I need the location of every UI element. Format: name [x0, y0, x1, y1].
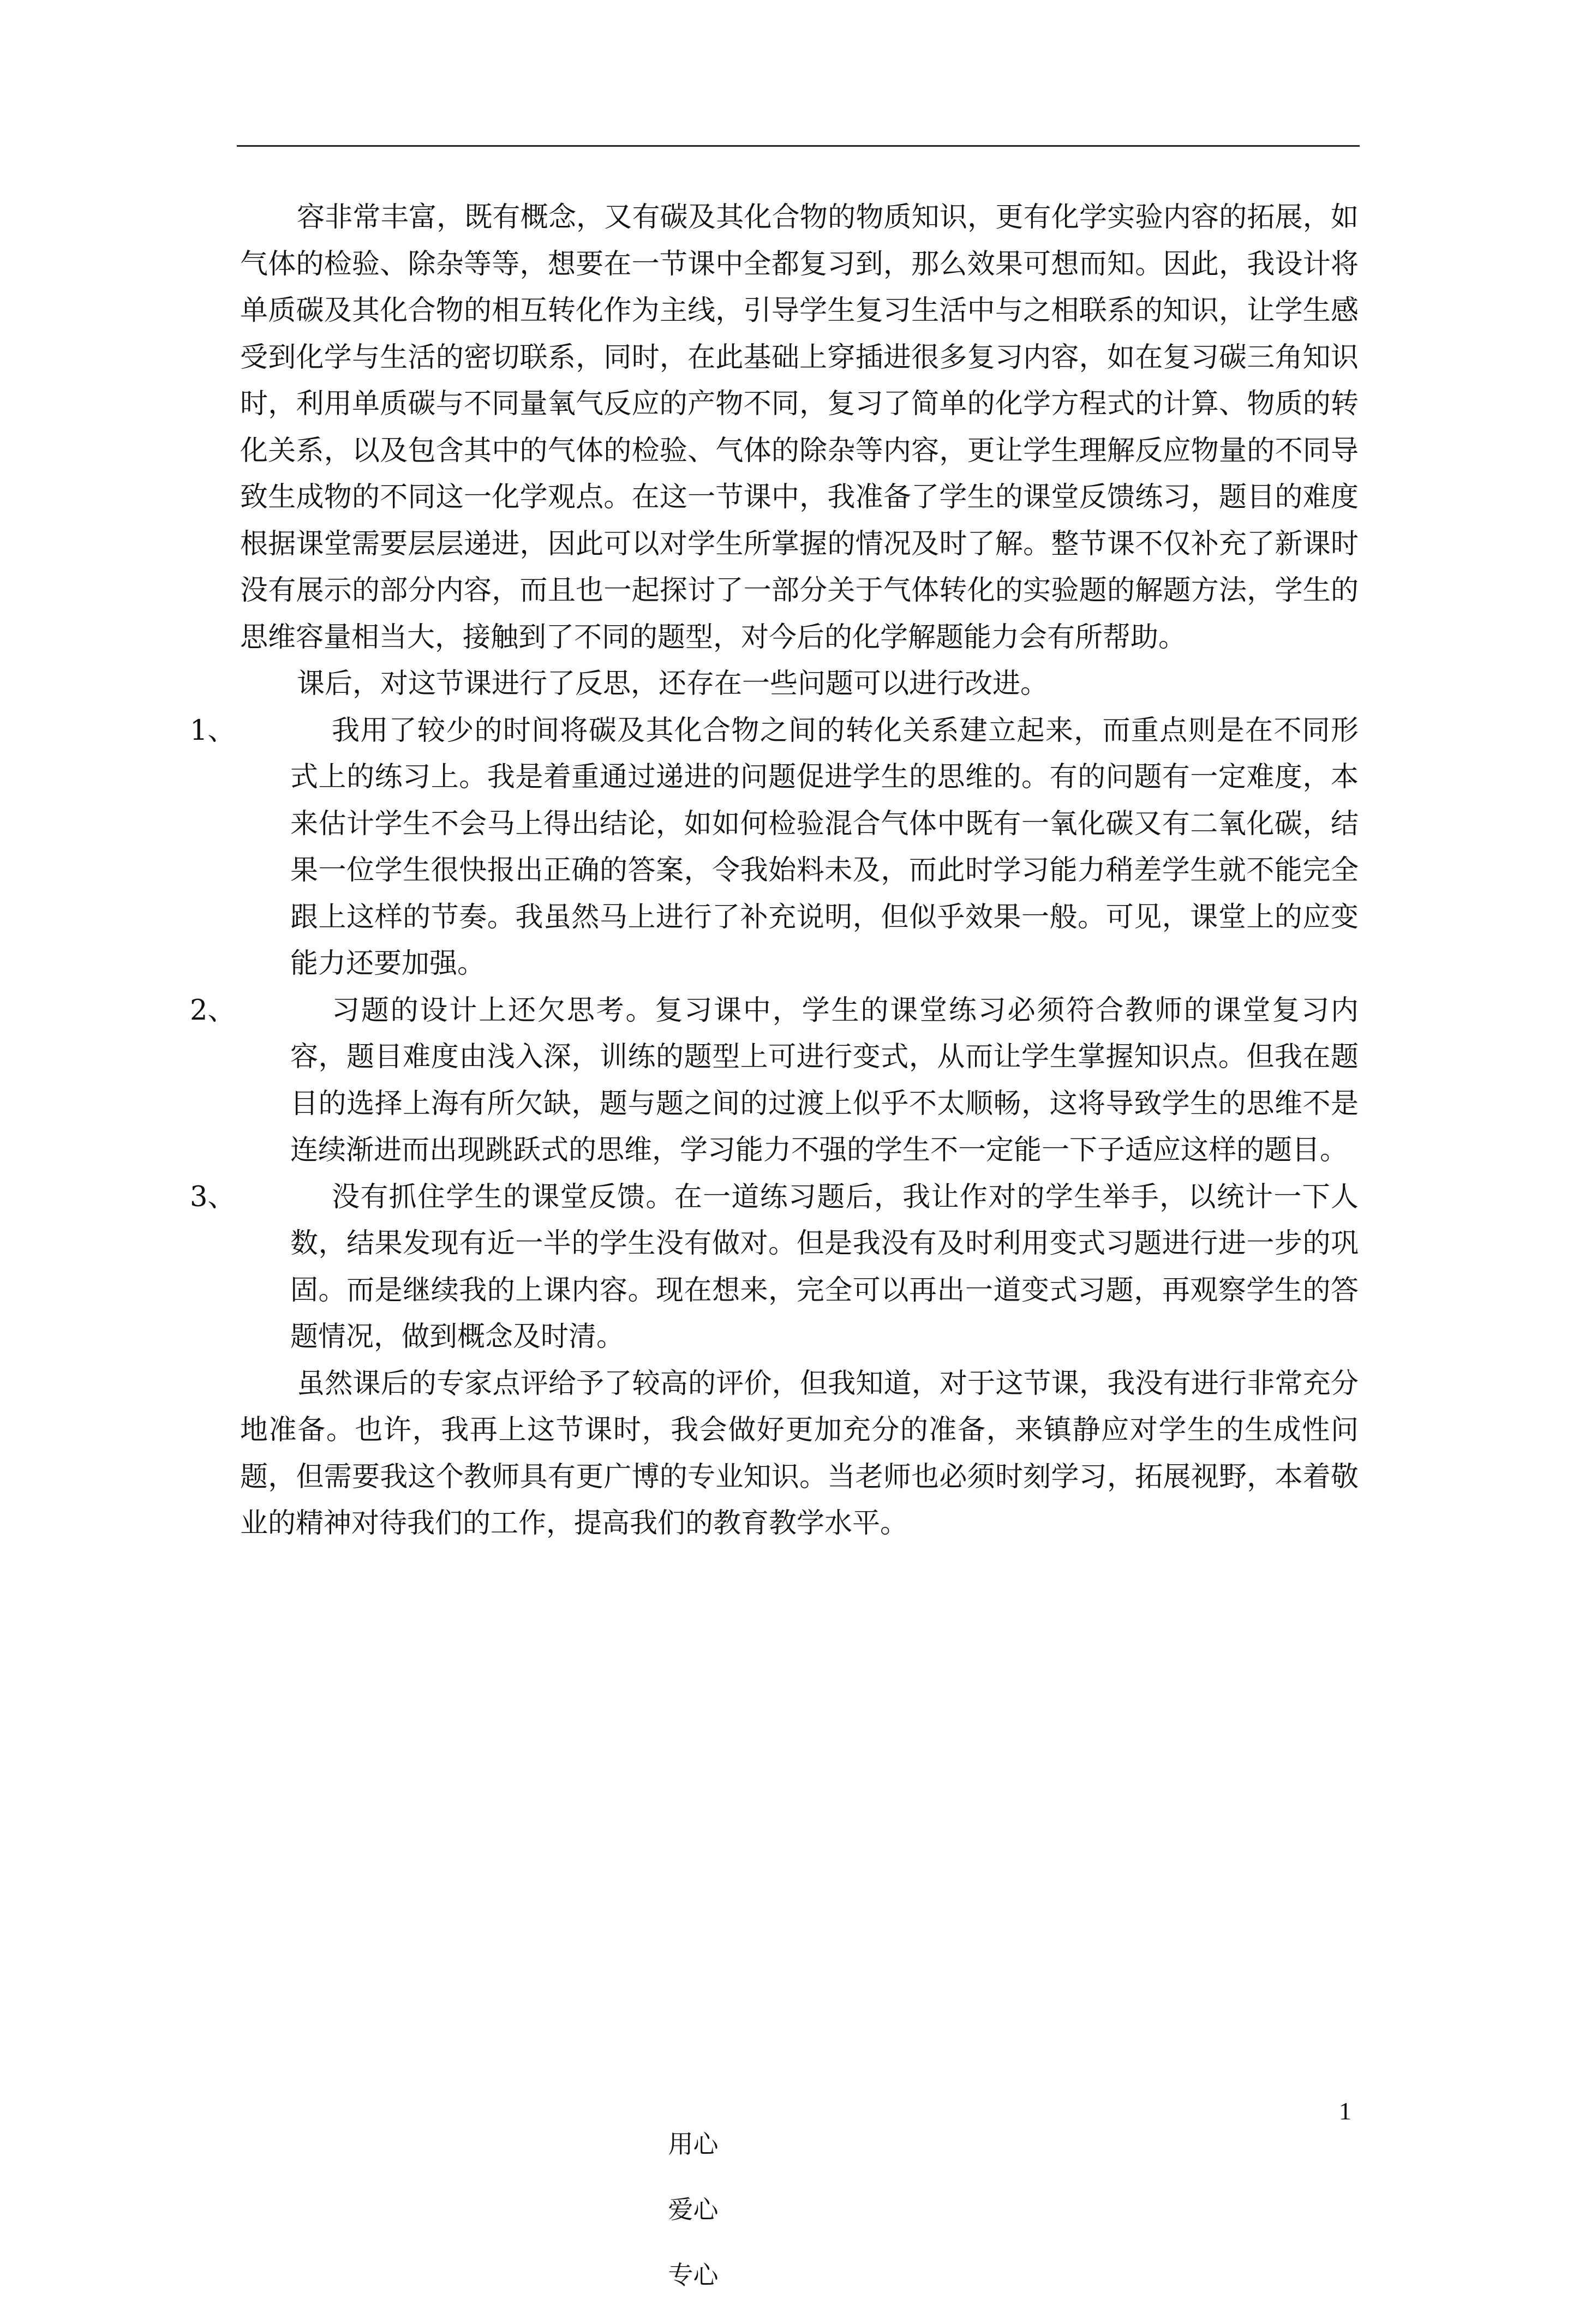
footer-motto-word: 用心 — [668, 2129, 719, 2159]
list-item-number: 2、 — [190, 994, 236, 1027]
list-item-number: 1、 — [190, 714, 236, 747]
paragraph-reflection-lead: 课后，对这节课进行了反思，还存在一些问题可以进行改进。 — [297, 668, 1049, 700]
list-item-text: 没有抓住学生的课堂反馈。在一道练习题后，我让作对的学生举手，以统计一下人数，结果发现有近一半的学生没有做对。但是我没有及时利用变式习题进行进一步的巩固。而是继续我的上课内容。现在想来，完全可以再出一道变式习题，再观察学生的答题情况，做到概念及时清。 — [290, 1181, 1359, 1353]
page-footer — [0, 2095, 1579, 2290]
footer-motto-word: 专心 — [668, 2260, 719, 2290]
footer-motto — [636, 2095, 739, 2324]
paragraph-intro: 容非常丰富，既有概念，又有碳及其化合物的物质知识，更有化学实验内容的拓展，如气体的检验、除杂等等，想要在一节课中全都复习到，那么效果可想而知。因此，我设计将单质碳及其化合物的相互转化作为主线，引导学生复习生活中与之相联系的知识，让学生感受到化学与生活的密切联系，同时，在此基础上穿插进很多复习内容，如在复习碳三角知识时，利用单质碳与不同量氧气反应的产物不同，复习了简单的化学方程式的计算、物质的转化关系，以及包含其中的气体的检验、气体的除杂等内容，更让学生理解反应物量的不同导致生成物的不同这一化学观点。在这一节课中，我准备了学生的课堂反馈练习，题目的难度根据课堂需要层层递进，因此可以对学生所掌握的情况及时了解。整节课不仅补充了新课时没有展示的部分内容，而且也一起探讨了一部分关于气体转化的实验题的解题方法，学生的思维容量相当大，接触到了不同的题型，对今后的化学解题能力会有所帮助。 — [240, 201, 1359, 654]
list-item — [190, 708, 1359, 987]
list-item — [190, 987, 1359, 1174]
list-item-number: 3、 — [190, 1181, 236, 1213]
paragraph-closing: 虽然课后的专家点评给予了较高的评价，但我知道，对于这节课，我没有进行非常充分地准备。也许，我再上这节课时，我会做好更加充分的准备，来镇静应对学生的生成性问题，但需要我这个教师具有更广博的专业知识。当老师也必须时刻学习，拓展视野，本着敬业的精神对待我们的工作，提高我们的教育教学水平。 — [240, 1367, 1359, 1540]
header-rule — [237, 145, 1360, 147]
page-number: 1 — [1339, 2097, 1351, 2125]
list-item-text: 我用了较少的时间将碳及其化合物之间的转化关系建立起来，而重点则是在不同形式上的练习上。我是着重通过递进的问题促进学生的思维的。有的问题有一定难度，本来估计学生不会马上得出结论，如如何检验混合气体中既有一氧化碳又有二氧化碳，结果一位学生很快报出正确的答案，令我始料未及，而此时学习能力稍差学生就不能完全跟上这样的节奏。我虽然马上进行了补充说明，但似乎效果一般。可见，课堂上的应变能力还要加强。 — [290, 714, 1359, 980]
list-item — [190, 1174, 1359, 1361]
document-body — [190, 194, 1359, 1547]
list-item-text: 习题的设计上还欠思考。复习课中，学生的课堂练习必须符合教师的课堂复习内容，题目难度由浅入深，训练的题型上可进行变式，从而让学生掌握知识点。但我在题目的选择上海有所欠缺，题与题之间的过渡上似乎不太顺畅，这将导致学生的思维不是连续渐进而出现跳跃式的思维，学习能力不强的学生不一定能一下子适应这样的题目。 — [290, 994, 1359, 1166]
footer-motto-word: 爱心 — [668, 2195, 719, 2224]
